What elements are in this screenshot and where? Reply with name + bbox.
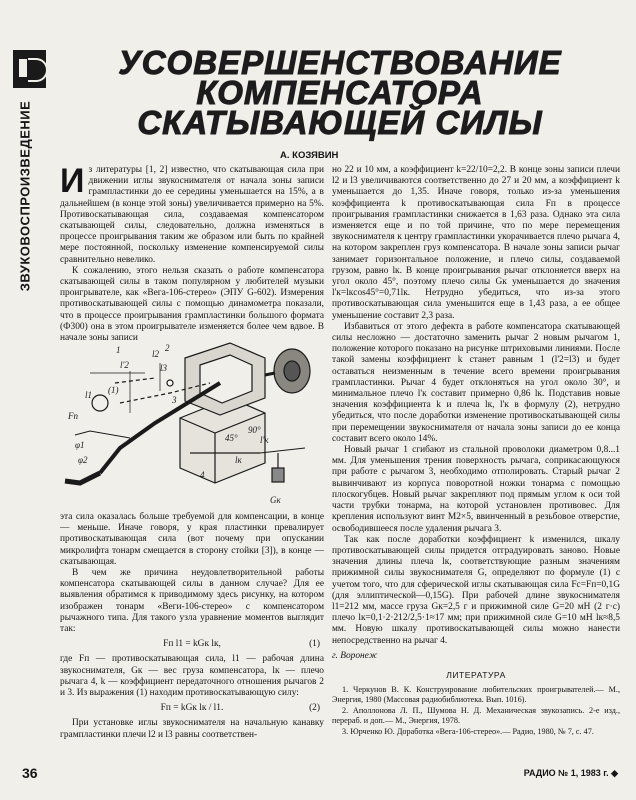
tonearm-diagram bbox=[60, 323, 325, 510]
place: г. Воронеж bbox=[332, 650, 378, 661]
title-line-2: КОМПЕНСАТОРА bbox=[196, 74, 484, 111]
label-45: 45° bbox=[225, 433, 238, 443]
reference-item: 1. Черкунов В. К. Конструирование любительских проигрывателей.— М., Энергия, 1980 (Массовая радиобиблиотека. Вып. 1016). bbox=[332, 685, 620, 705]
label-l2-prime: l'2 bbox=[120, 360, 129, 370]
label-phi2: φ2 bbox=[78, 455, 88, 465]
paragraph: В чем же причина неудовлетворительной работы компенсатора скатывающей силы в данном случае? Для ее выявления обратимся к приводимому здесь рисунку, на котором изображен тонарм «Веги-106-стерео» с компенсатором рычажного типа. Для такого узла уравнение моментов выглядит так: bbox=[60, 568, 324, 635]
label-3: 3 bbox=[172, 395, 177, 405]
formula-number: (2) bbox=[309, 703, 320, 714]
column-1-bottom bbox=[60, 512, 324, 741]
label-l1: l1 bbox=[85, 390, 93, 400]
title-line-1: УСОВЕРШЕНСТВОВАНИЕ bbox=[118, 44, 562, 81]
label-90: 90° bbox=[248, 425, 261, 435]
reference-item: 2. Аполлонова Л. П., Шумова Н. Д. Механическая звукозапись. 2-е изд., перераб. и доп.— М., Энергия, 1978. bbox=[332, 706, 620, 726]
paragraph: Избавиться от этого дефекта в работе компенсатора скатывающей силы несложно — достаточно заменить рычаг 2 новым рычагом 1, положение которого показано на рисунке штриховыми линиями. После такой замены коэффициент k станет равным 1 (l'2=l3) и будет оставаться неизменным в течение всего времени проигрывания грампластинки. Рычаг 4 будет отклоняться на угол около 30°, и минимальное плечо l'к составит примерно 0,86 lк. Подставив новые значения коэффициента k и плеча lк, l'к в формулу (2), нетрудно убедиться, что после доработки изменение противоскатывающей силы при перемещении звукоснимателя от начала зоны записи до ее конца составит всего около 14%. bbox=[332, 321, 620, 444]
page-number: 36 bbox=[22, 765, 38, 781]
section-label: ЗВУКОВОСПРОИЗВЕДЕНИЕ bbox=[17, 100, 33, 292]
label-1-paren: (1) bbox=[108, 385, 119, 395]
paragraph: Так как после доработки коэффициент k изменился, шкалу противоскатывающей силы придется отградуировать заново. Новые значения длины плеча lк, соответствующие разным значениям прижимной силы звукоснимателя G, определяют по формуле (1) с учетом того, что для сферической иглы скатывающая сила Fс=Fп=0,1G (для эллиптической—0,15G). При рабочей длине звукоснимателя l1=212 мм, массе груза Gк=2,5 г и прижимной силе G=20 мН (2 г·с) плечо lк=0,1·2·212/2,5·1≈17 мм; при прижимной силе G=10 мН lк≈8,5 мм. Новую шкалу противоскатывающей силы можно нанести непосредственно на рычаг 4. bbox=[332, 534, 620, 646]
paragraph: Новый рычаг 1 сгибают из стальной проволоки диаметром 0,8...1 мм. Для уменьшения трения поверхность рычага, соприкасающуюся при работе с рычагом 3, необходимо отполировать. Старый рычаг 2 вывинчивают из корпуса поворотной ножки тонарма с помощью плоскогубцев. Новый рычаг закрепляют под прямым углом к оси той части трубки тонарма, на которой установлен противовес. Для крепления используют винт M2×5, ввинченный в резьбовое отверстие, освободившееся после удаления рычага 3. bbox=[332, 445, 620, 534]
references-heading: ЛИТЕРАТУРА bbox=[446, 669, 506, 680]
title-line-3: СКАТЫВАЮЩЕЙ СИЛЫ bbox=[137, 104, 543, 141]
paragraph: но 22 и 10 мм, а коэффициент k=22/10=2,2. В конце зоны записи плечи l2 и l3 увеличиваются соответственно до 27 и 20 мм, а коэффициент k уменьшается до 1,35. Иначе говоря, только из-за уменьшения коэффициента k противоскатывающая сила Fп в процессе проигрывания грампластинки снижается в 1,63 раза. Однако эта сила изменяется еще и по той причине, что по мере перемещения звукоснимателя к центру грампластинки укорачивается плечо рычага 4, на котором закреплен груз компенсатора. В начале зоны записи рычаг занимает горизонтальное положение, и плечо силы, создаваемой грузом, равно lк. В конце проигрывания рычаг отклоняется вверх на угол около 45°, поэтому плечо силы Gк уменьшается до значения l'к=lкcos45°=0,71lк. Нетрудно убедиться, что из-за этого противоскатывающая сила уменьшится еще в 1,43 раза, а ее общее уменьшение составит 2,3 раза. bbox=[332, 165, 620, 321]
dropcap: И bbox=[60, 162, 85, 200]
formula-text: Fп l1 = kGк lк, bbox=[163, 639, 221, 650]
paragraph: з литературы [1, 2] известно, что скатывающая сила при движении иглы звукоснимателя от начала зоны записи грампластинки до ее середины уменьшается на 15%, а в дальнейшем (в конце этой зоны) увеличивается примерно на 5%. Противоскатывающая сила, создаваемая компенсатором скатывающей силы, следовательно, должна изменяться в процессе проигрывания таким же образом или быть по крайней мере постоянной, поскольку изменение компенсируемой силы сравнительно невелико. bbox=[60, 165, 324, 265]
article-title bbox=[60, 44, 620, 141]
label-2: 2 bbox=[165, 343, 170, 353]
label-1: 1 bbox=[116, 345, 121, 355]
formula-text: Fп = kGк lк / l1. bbox=[160, 703, 224, 714]
paragraph: где Fп — противоскатывающая сила, l1 — рабочая длина звукоснимателя, Gк — вес груза компенсатора, lк — плечо рычага 4, k — коэффициент передаточного отношения рычагов 2 и 3. Из выражения (1) находим противоскатывающую силу: bbox=[60, 654, 324, 699]
label-phi1: φ1 bbox=[75, 440, 85, 450]
magazine-footer: РАДИО № 1, 1983 г. ◆ bbox=[523, 768, 618, 778]
label-lk-prime: l'к bbox=[260, 435, 269, 445]
paragraph: При установке иглы звукоснимателя на начальную канавку грампластинки плечи l2 и l3 равны соответствен- bbox=[60, 718, 324, 740]
label-gk: Gк bbox=[270, 495, 281, 505]
label-fp: Fп bbox=[68, 411, 78, 421]
column-1-top bbox=[60, 162, 324, 344]
label-l3: l3 bbox=[160, 363, 168, 373]
label-4: 4 bbox=[200, 470, 205, 480]
reference-item: 3. Юрченко Ю. Доработка «Вега-106-стерео».— Радио, 1980, № 7, с. 47. bbox=[342, 727, 594, 737]
column-2 bbox=[332, 165, 620, 738]
paragraph: эта сила оказалась больше требуемой для компенсации, в конце — меньше. Иначе говоря, у края пластинки превалирует противоскатывающая сила (вот почему при опускании микролифта тонарм смещается в сторону стойки [3]), в конце — скатывающая. bbox=[60, 512, 324, 567]
formula-number: (1) bbox=[309, 639, 320, 650]
label-l2: l2 bbox=[152, 349, 160, 359]
speaker-logo-icon bbox=[13, 50, 46, 88]
paragraph: К сожалению, этого нельзя сказать о работе компенсатора скатывающей силы в таком популярном у любителей музыки проигрывателе, как «Вега-106-стерео» (ЭПУ G-602). Измерения противоскатывающей силы с помощью динамометра показали, что в процессе проигрывания грампластинки большого формата (Ф300) она в этом проигрывателе изменяется более чем вдвое. В начале зоны записи bbox=[60, 265, 324, 344]
formula-1 bbox=[60, 639, 324, 650]
author: А. КОЗЯВИН bbox=[280, 150, 339, 161]
references bbox=[332, 685, 620, 737]
formula-2 bbox=[60, 703, 324, 714]
label-lk: lк bbox=[235, 455, 242, 465]
